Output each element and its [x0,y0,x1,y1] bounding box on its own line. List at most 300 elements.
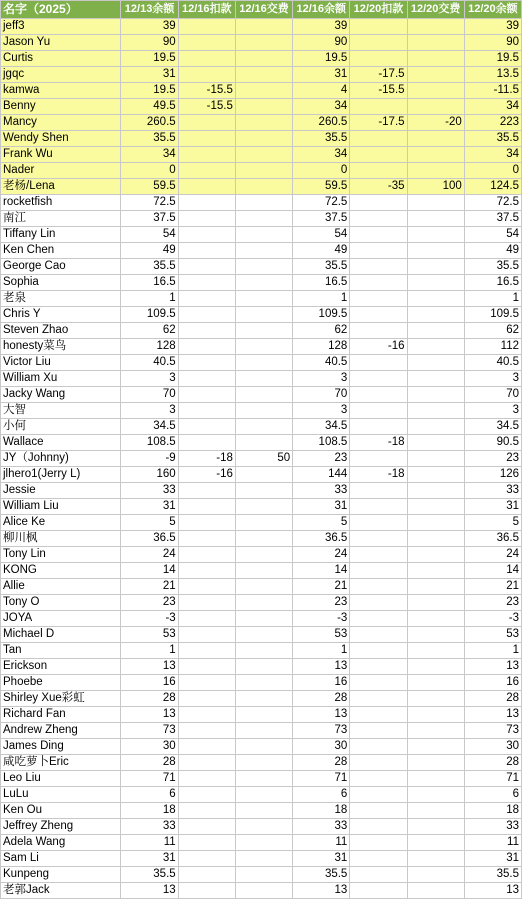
header-cell[interactable]: 12/20扣款 [350,1,407,19]
value-cell[interactable] [350,611,407,627]
value-cell[interactable] [235,819,292,835]
value-cell[interactable] [407,659,464,675]
value-cell[interactable] [350,867,407,883]
value-cell[interactable]: 16 [121,675,178,691]
value-cell[interactable] [178,563,235,579]
value-cell[interactable] [407,371,464,387]
value-cell[interactable]: 13 [464,659,521,675]
value-cell[interactable] [407,851,464,867]
value-cell[interactable] [407,739,464,755]
value-cell[interactable]: -16 [178,467,235,483]
value-cell[interactable] [178,659,235,675]
value-cell[interactable] [178,819,235,835]
name-cell[interactable]: 咸吃萝卜Eric [1,755,121,771]
value-cell[interactable]: -17.5 [350,67,407,83]
value-cell[interactable]: 23 [121,595,178,611]
value-cell[interactable] [407,291,464,307]
value-cell[interactable] [407,531,464,547]
value-cell[interactable] [350,787,407,803]
value-cell[interactable]: 13 [121,659,178,675]
value-cell[interactable] [235,547,292,563]
name-cell[interactable]: Shirley Xue彩虹 [1,691,121,707]
value-cell[interactable] [350,627,407,643]
value-cell[interactable]: 11 [293,835,350,851]
value-cell[interactable]: 49 [293,243,350,259]
name-cell[interactable]: William Liu [1,499,121,515]
header-cell[interactable]: 12/16交费 [235,1,292,19]
value-cell[interactable] [235,195,292,211]
name-cell[interactable]: Tan [1,643,121,659]
value-cell[interactable]: 40.5 [293,355,350,371]
value-cell[interactable] [407,403,464,419]
value-cell[interactable] [178,515,235,531]
name-cell[interactable]: George Cao [1,259,121,275]
value-cell[interactable] [350,563,407,579]
value-cell[interactable]: 13.5 [464,67,521,83]
value-cell[interactable] [350,771,407,787]
value-cell[interactable]: 73 [464,723,521,739]
value-cell[interactable] [350,131,407,147]
value-cell[interactable] [178,115,235,131]
value-cell[interactable] [178,611,235,627]
value-cell[interactable] [178,595,235,611]
name-cell[interactable]: Sam Li [1,851,121,867]
value-cell[interactable] [178,355,235,371]
value-cell[interactable] [235,387,292,403]
value-cell[interactable]: 13 [464,883,521,899]
value-cell[interactable]: 49 [121,243,178,259]
value-cell[interactable] [407,883,464,899]
value-cell[interactable] [178,147,235,163]
value-cell[interactable] [350,163,407,179]
value-cell[interactable] [407,243,464,259]
value-cell[interactable]: 1 [293,643,350,659]
name-cell[interactable]: Andrew Zheng [1,723,121,739]
value-cell[interactable]: 6 [464,787,521,803]
value-cell[interactable]: -18 [178,451,235,467]
value-cell[interactable] [407,163,464,179]
value-cell[interactable]: 1 [121,291,178,307]
header-cell[interactable]: 12/20交费 [407,1,464,19]
value-cell[interactable] [407,355,464,371]
value-cell[interactable] [407,323,464,339]
value-cell[interactable] [350,755,407,771]
value-cell[interactable] [235,243,292,259]
value-cell[interactable]: 73 [293,723,350,739]
value-cell[interactable]: 28 [464,691,521,707]
value-cell[interactable]: 16.5 [121,275,178,291]
value-cell[interactable]: 31 [121,851,178,867]
value-cell[interactable] [235,355,292,371]
value-cell[interactable] [350,243,407,259]
value-cell[interactable] [235,883,292,899]
value-cell[interactable] [178,419,235,435]
value-cell[interactable] [407,435,464,451]
value-cell[interactable] [178,131,235,147]
value-cell[interactable]: 3 [464,403,521,419]
value-cell[interactable] [235,739,292,755]
value-cell[interactable]: 59.5 [121,179,178,195]
value-cell[interactable]: 35.5 [464,131,521,147]
value-cell[interactable] [235,595,292,611]
value-cell[interactable]: 31 [121,67,178,83]
value-cell[interactable] [407,19,464,35]
value-cell[interactable] [350,723,407,739]
name-cell[interactable]: LuLu [1,787,121,803]
name-cell[interactable]: JOYA [1,611,121,627]
value-cell[interactable]: 108.5 [293,435,350,451]
value-cell[interactable] [407,771,464,787]
value-cell[interactable]: 35.5 [121,259,178,275]
value-cell[interactable]: 109.5 [464,307,521,323]
value-cell[interactable]: 36.5 [464,531,521,547]
value-cell[interactable] [407,707,464,723]
value-cell[interactable]: 1 [464,643,521,659]
value-cell[interactable] [235,771,292,787]
value-cell[interactable]: 18 [464,803,521,819]
value-cell[interactable] [235,419,292,435]
value-cell[interactable] [350,403,407,419]
value-cell[interactable]: 112 [464,339,521,355]
value-cell[interactable]: 5 [121,515,178,531]
value-cell[interactable] [235,371,292,387]
value-cell[interactable]: 31 [293,499,350,515]
name-cell[interactable]: Wallace [1,435,121,451]
value-cell[interactable]: -11.5 [464,83,521,99]
value-cell[interactable] [407,483,464,499]
value-cell[interactable]: 108.5 [121,435,178,451]
value-cell[interactable]: 124.5 [464,179,521,195]
header-cell[interactable]: 12/20余额 [464,1,521,19]
value-cell[interactable] [178,499,235,515]
name-cell[interactable]: 南江 [1,211,121,227]
value-cell[interactable]: 24 [293,547,350,563]
value-cell[interactable]: 18 [293,803,350,819]
name-cell[interactable]: Tony Lin [1,547,121,563]
value-cell[interactable] [407,211,464,227]
name-cell[interactable]: Victor Liu [1,355,121,371]
value-cell[interactable] [407,579,464,595]
value-cell[interactable]: 35.5 [464,259,521,275]
value-cell[interactable]: 34.5 [293,419,350,435]
value-cell[interactable] [178,35,235,51]
value-cell[interactable]: -17.5 [350,115,407,131]
value-cell[interactable]: 3 [293,371,350,387]
value-cell[interactable]: 62 [121,323,178,339]
value-cell[interactable]: 49 [464,243,521,259]
value-cell[interactable] [350,499,407,515]
value-cell[interactable] [235,835,292,851]
value-cell[interactable]: 3 [293,403,350,419]
value-cell[interactable] [178,371,235,387]
name-cell[interactable]: Erickson [1,659,121,675]
value-cell[interactable] [350,147,407,163]
value-cell[interactable] [235,67,292,83]
name-cell[interactable]: Curtis [1,51,121,67]
value-cell[interactable] [178,755,235,771]
value-cell[interactable] [178,275,235,291]
value-cell[interactable] [407,227,464,243]
value-cell[interactable]: 35.5 [121,131,178,147]
name-cell[interactable]: James Ding [1,739,121,755]
value-cell[interactable]: 35.5 [121,867,178,883]
value-cell[interactable] [178,19,235,35]
value-cell[interactable]: 109.5 [293,307,350,323]
name-cell[interactable]: Michael D [1,627,121,643]
name-cell[interactable]: Tony O [1,595,121,611]
value-cell[interactable] [350,659,407,675]
value-cell[interactable] [178,163,235,179]
value-cell[interactable] [178,323,235,339]
value-cell[interactable] [178,291,235,307]
value-cell[interactable] [178,691,235,707]
value-cell[interactable] [235,563,292,579]
value-cell[interactable]: 90 [293,35,350,51]
value-cell[interactable] [178,227,235,243]
value-cell[interactable] [235,787,292,803]
name-cell[interactable]: 柳川枫 [1,531,121,547]
value-cell[interactable] [235,115,292,131]
value-cell[interactable] [178,643,235,659]
value-cell[interactable] [350,227,407,243]
value-cell[interactable] [407,147,464,163]
name-cell[interactable]: Allie [1,579,121,595]
value-cell[interactable]: 31 [464,499,521,515]
value-cell[interactable] [407,547,464,563]
value-cell[interactable] [350,739,407,755]
value-cell[interactable]: 144 [293,467,350,483]
value-cell[interactable]: -16 [350,339,407,355]
value-cell[interactable]: 1 [293,291,350,307]
value-cell[interactable] [235,579,292,595]
value-cell[interactable] [178,547,235,563]
value-cell[interactable] [235,211,292,227]
value-cell[interactable]: 23 [464,595,521,611]
value-cell[interactable]: 73 [121,723,178,739]
value-cell[interactable] [350,291,407,307]
value-cell[interactable] [350,275,407,291]
value-cell[interactable]: 4 [293,83,350,99]
value-cell[interactable]: 35.5 [293,131,350,147]
value-cell[interactable]: -15.5 [350,83,407,99]
value-cell[interactable] [178,307,235,323]
value-cell[interactable]: 34 [464,147,521,163]
value-cell[interactable] [235,691,292,707]
value-cell[interactable]: 30 [121,739,178,755]
value-cell[interactable] [350,35,407,51]
value-cell[interactable]: 1 [464,291,521,307]
value-cell[interactable] [235,531,292,547]
name-cell[interactable]: Adela Wang [1,835,121,851]
value-cell[interactable]: 34 [464,99,521,115]
value-cell[interactable] [178,531,235,547]
value-cell[interactable] [407,787,464,803]
name-cell[interactable]: 老郭Jack [1,883,121,899]
value-cell[interactable]: 128 [121,339,178,355]
value-cell[interactable] [178,435,235,451]
value-cell[interactable] [178,51,235,67]
value-cell[interactable] [235,803,292,819]
value-cell[interactable]: 37.5 [464,211,521,227]
value-cell[interactable] [235,675,292,691]
value-cell[interactable] [407,467,464,483]
value-cell[interactable] [407,67,464,83]
value-cell[interactable] [178,835,235,851]
value-cell[interactable]: 34 [293,99,350,115]
value-cell[interactable] [407,643,464,659]
value-cell[interactable] [407,387,464,403]
value-cell[interactable] [350,371,407,387]
value-cell[interactable] [407,675,464,691]
value-cell[interactable] [350,515,407,531]
value-cell[interactable] [235,179,292,195]
value-cell[interactable]: 23 [293,451,350,467]
value-cell[interactable] [407,499,464,515]
value-cell[interactable] [235,403,292,419]
value-cell[interactable]: 59.5 [293,179,350,195]
value-cell[interactable] [235,867,292,883]
value-cell[interactable] [407,339,464,355]
value-cell[interactable] [407,259,464,275]
value-cell[interactable] [235,515,292,531]
value-cell[interactable]: 16 [464,675,521,691]
value-cell[interactable]: 33 [464,483,521,499]
value-cell[interactable]: 53 [293,627,350,643]
value-cell[interactable] [235,611,292,627]
value-cell[interactable]: 71 [121,771,178,787]
value-cell[interactable]: 24 [464,547,521,563]
value-cell[interactable] [178,723,235,739]
value-cell[interactable]: 16.5 [464,275,521,291]
name-cell[interactable]: Sophia [1,275,121,291]
value-cell[interactable] [350,483,407,499]
value-cell[interactable]: 90.5 [464,435,521,451]
value-cell[interactable]: 19.5 [121,51,178,67]
value-cell[interactable]: 39 [121,19,178,35]
value-cell[interactable] [235,227,292,243]
value-cell[interactable] [178,627,235,643]
value-cell[interactable] [178,339,235,355]
value-cell[interactable]: 16.5 [293,275,350,291]
value-cell[interactable] [235,19,292,35]
value-cell[interactable]: 34 [293,147,350,163]
value-cell[interactable]: 54 [121,227,178,243]
value-cell[interactable]: 35.5 [293,259,350,275]
value-cell[interactable]: 40.5 [464,355,521,371]
value-cell[interactable]: 90 [121,35,178,51]
header-cell[interactable]: 12/16扣款 [178,1,235,19]
value-cell[interactable] [235,851,292,867]
value-cell[interactable] [178,387,235,403]
value-cell[interactable] [407,867,464,883]
value-cell[interactable]: 28 [464,755,521,771]
value-cell[interactable]: 13 [121,707,178,723]
value-cell[interactable] [235,339,292,355]
value-cell[interactable] [178,739,235,755]
value-cell[interactable] [178,803,235,819]
value-cell[interactable]: 5 [464,515,521,531]
name-cell[interactable]: honesty菜鸟 [1,339,121,355]
value-cell[interactable] [407,515,464,531]
name-cell[interactable]: Ken Chen [1,243,121,259]
value-cell[interactable] [350,691,407,707]
value-cell[interactable] [407,723,464,739]
value-cell[interactable]: 0 [121,163,178,179]
value-cell[interactable]: 33 [121,819,178,835]
value-cell[interactable] [235,323,292,339]
value-cell[interactable]: 33 [293,483,350,499]
value-cell[interactable]: 70 [293,387,350,403]
value-cell[interactable] [178,707,235,723]
name-cell[interactable]: Wendy Shen [1,131,121,147]
value-cell[interactable] [178,195,235,211]
value-cell[interactable] [178,211,235,227]
name-cell[interactable]: jgqc [1,67,121,83]
value-cell[interactable] [407,307,464,323]
value-cell[interactable] [178,851,235,867]
value-cell[interactable] [178,771,235,787]
value-cell[interactable]: 39 [293,19,350,35]
value-cell[interactable] [407,451,464,467]
value-cell[interactable] [350,195,407,211]
value-cell[interactable]: 31 [293,851,350,867]
value-cell[interactable]: 71 [464,771,521,787]
value-cell[interactable]: 34.5 [121,419,178,435]
value-cell[interactable] [178,579,235,595]
value-cell[interactable]: 260.5 [293,115,350,131]
value-cell[interactable]: 53 [121,627,178,643]
value-cell[interactable] [407,611,464,627]
value-cell[interactable] [407,51,464,67]
value-cell[interactable] [350,851,407,867]
name-cell[interactable]: KONG [1,563,121,579]
value-cell[interactable]: 223 [464,115,521,131]
value-cell[interactable]: 13 [121,883,178,899]
name-cell[interactable]: Mancy [1,115,121,131]
value-cell[interactable]: 21 [293,579,350,595]
value-cell[interactable]: 28 [293,691,350,707]
value-cell[interactable] [407,755,464,771]
name-cell[interactable]: Nader [1,163,121,179]
value-cell[interactable] [350,211,407,227]
value-cell[interactable]: 35.5 [464,867,521,883]
value-cell[interactable] [235,627,292,643]
name-cell[interactable]: Jacky Wang [1,387,121,403]
value-cell[interactable] [350,259,407,275]
value-cell[interactable]: 50 [235,451,292,467]
value-cell[interactable]: 24 [121,547,178,563]
value-cell[interactable]: 33 [293,819,350,835]
value-cell[interactable]: -3 [293,611,350,627]
value-cell[interactable] [350,307,407,323]
value-cell[interactable] [407,835,464,851]
value-cell[interactable]: 54 [293,227,350,243]
value-cell[interactable]: 19.5 [293,51,350,67]
header-cell[interactable]: 12/16余额 [293,1,350,19]
name-cell[interactable]: rocketfish [1,195,121,211]
name-cell[interactable]: jlhero1(Jerry L) [1,467,121,483]
name-cell[interactable]: Jason Yu [1,35,121,51]
value-cell[interactable] [350,51,407,67]
name-cell[interactable]: jeff3 [1,19,121,35]
name-cell[interactable]: JY（Johnny) [1,451,121,467]
value-cell[interactable] [235,83,292,99]
name-cell[interactable]: 小何 [1,419,121,435]
value-cell[interactable]: 23 [464,451,521,467]
name-cell[interactable]: Jeffrey Zheng [1,819,121,835]
value-cell[interactable] [235,35,292,51]
value-cell[interactable]: 0 [293,163,350,179]
